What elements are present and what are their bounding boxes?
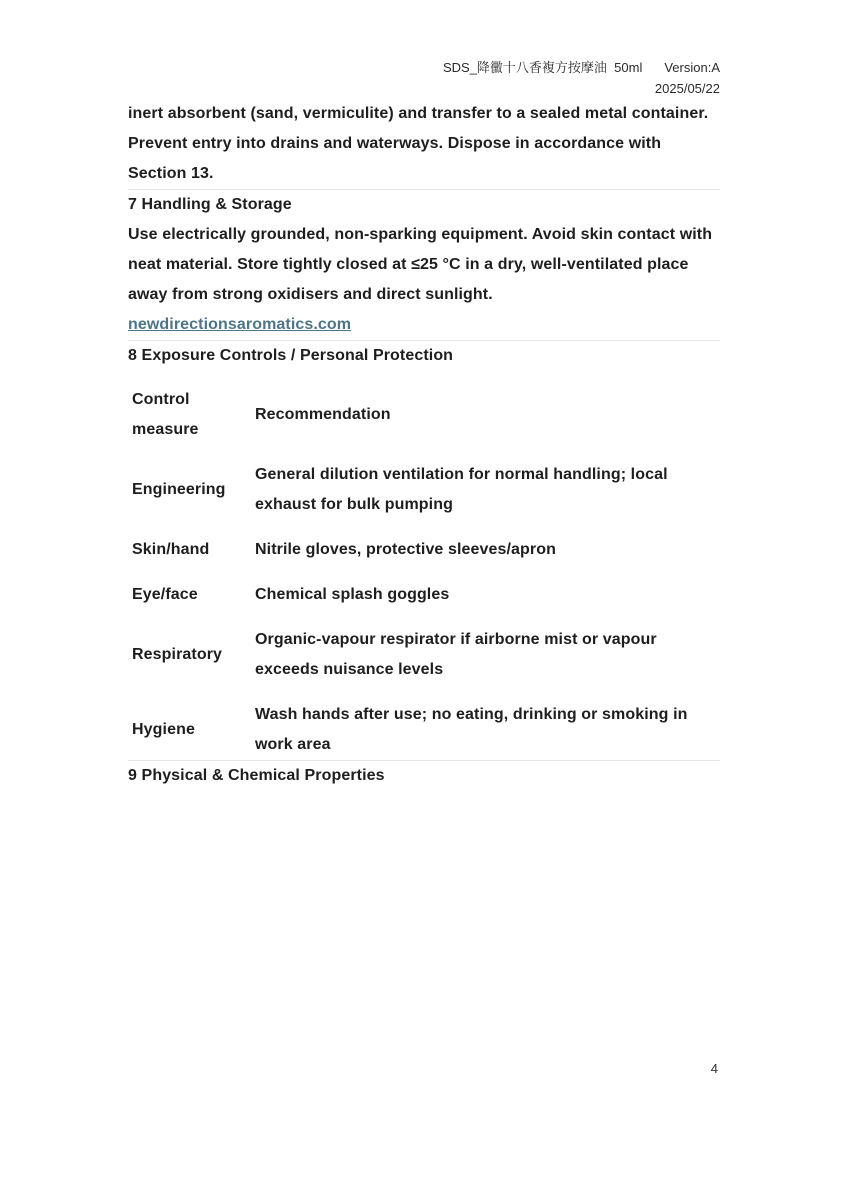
source-link[interactable]: newdirectionsaromatics.com: [128, 316, 352, 333]
product-name: SDS_降黴十八香複方按摩油 50ml: [442, 60, 643, 75]
table-row-value: General dilution ventilation for normal handling; local exhaust for bulk pumping: [255, 466, 668, 513]
section-8-heading: 8 Exposure Controls / Personal Protection: [128, 347, 454, 364]
table-row-label: Hygiene: [132, 721, 195, 738]
table-row-value: Nitrile gloves, protective sleeves/apron: [255, 541, 557, 558]
exposure-controls-table: [132, 385, 720, 760]
handling-paragraph: Use electrically grounded, non-sparking equipment. Avoid skin contact with neat material. Store tightly closed at ≤25 °C in a dry, well-ventilated place away from strong oxidisers and direct sunlight.: [128, 226, 713, 303]
table-row-label: Engineering: [132, 481, 226, 498]
document-title-line: [128, 57, 720, 78]
table-row-label: Respiratory: [132, 646, 223, 663]
table-row-value: Organic-vapour respirator if airborne mist or vapour exceeds nuisance levels: [255, 631, 657, 678]
page-number: 4: [710, 1061, 718, 1076]
table-row-value: Wash hands after use; no eating, drinking or smoking in work area: [255, 706, 688, 753]
table-row-label: Eye/face: [132, 586, 198, 603]
table-row-label: Skin/hand: [132, 541, 210, 558]
section-7-heading: 7 Handling & Storage: [128, 196, 292, 213]
document-header: [128, 0, 720, 99]
section-9-heading: 9 Physical & Chemical Properties: [128, 767, 385, 784]
table-col-header-control-measure: Control measure: [132, 391, 199, 438]
version-label: Version:A: [664, 60, 720, 75]
document-date: 2025/05/22: [654, 81, 720, 96]
table-row-value: Chemical splash goggles: [255, 586, 450, 603]
table-col-header-recommendation: Recommendation: [255, 406, 391, 423]
spill-continuation-paragraph: inert absorbent (sand, vermiculite) and transfer to a sealed metal container. Prevent entry into drains and waterways. Dispose in accordance with Section 13.: [128, 105, 709, 182]
